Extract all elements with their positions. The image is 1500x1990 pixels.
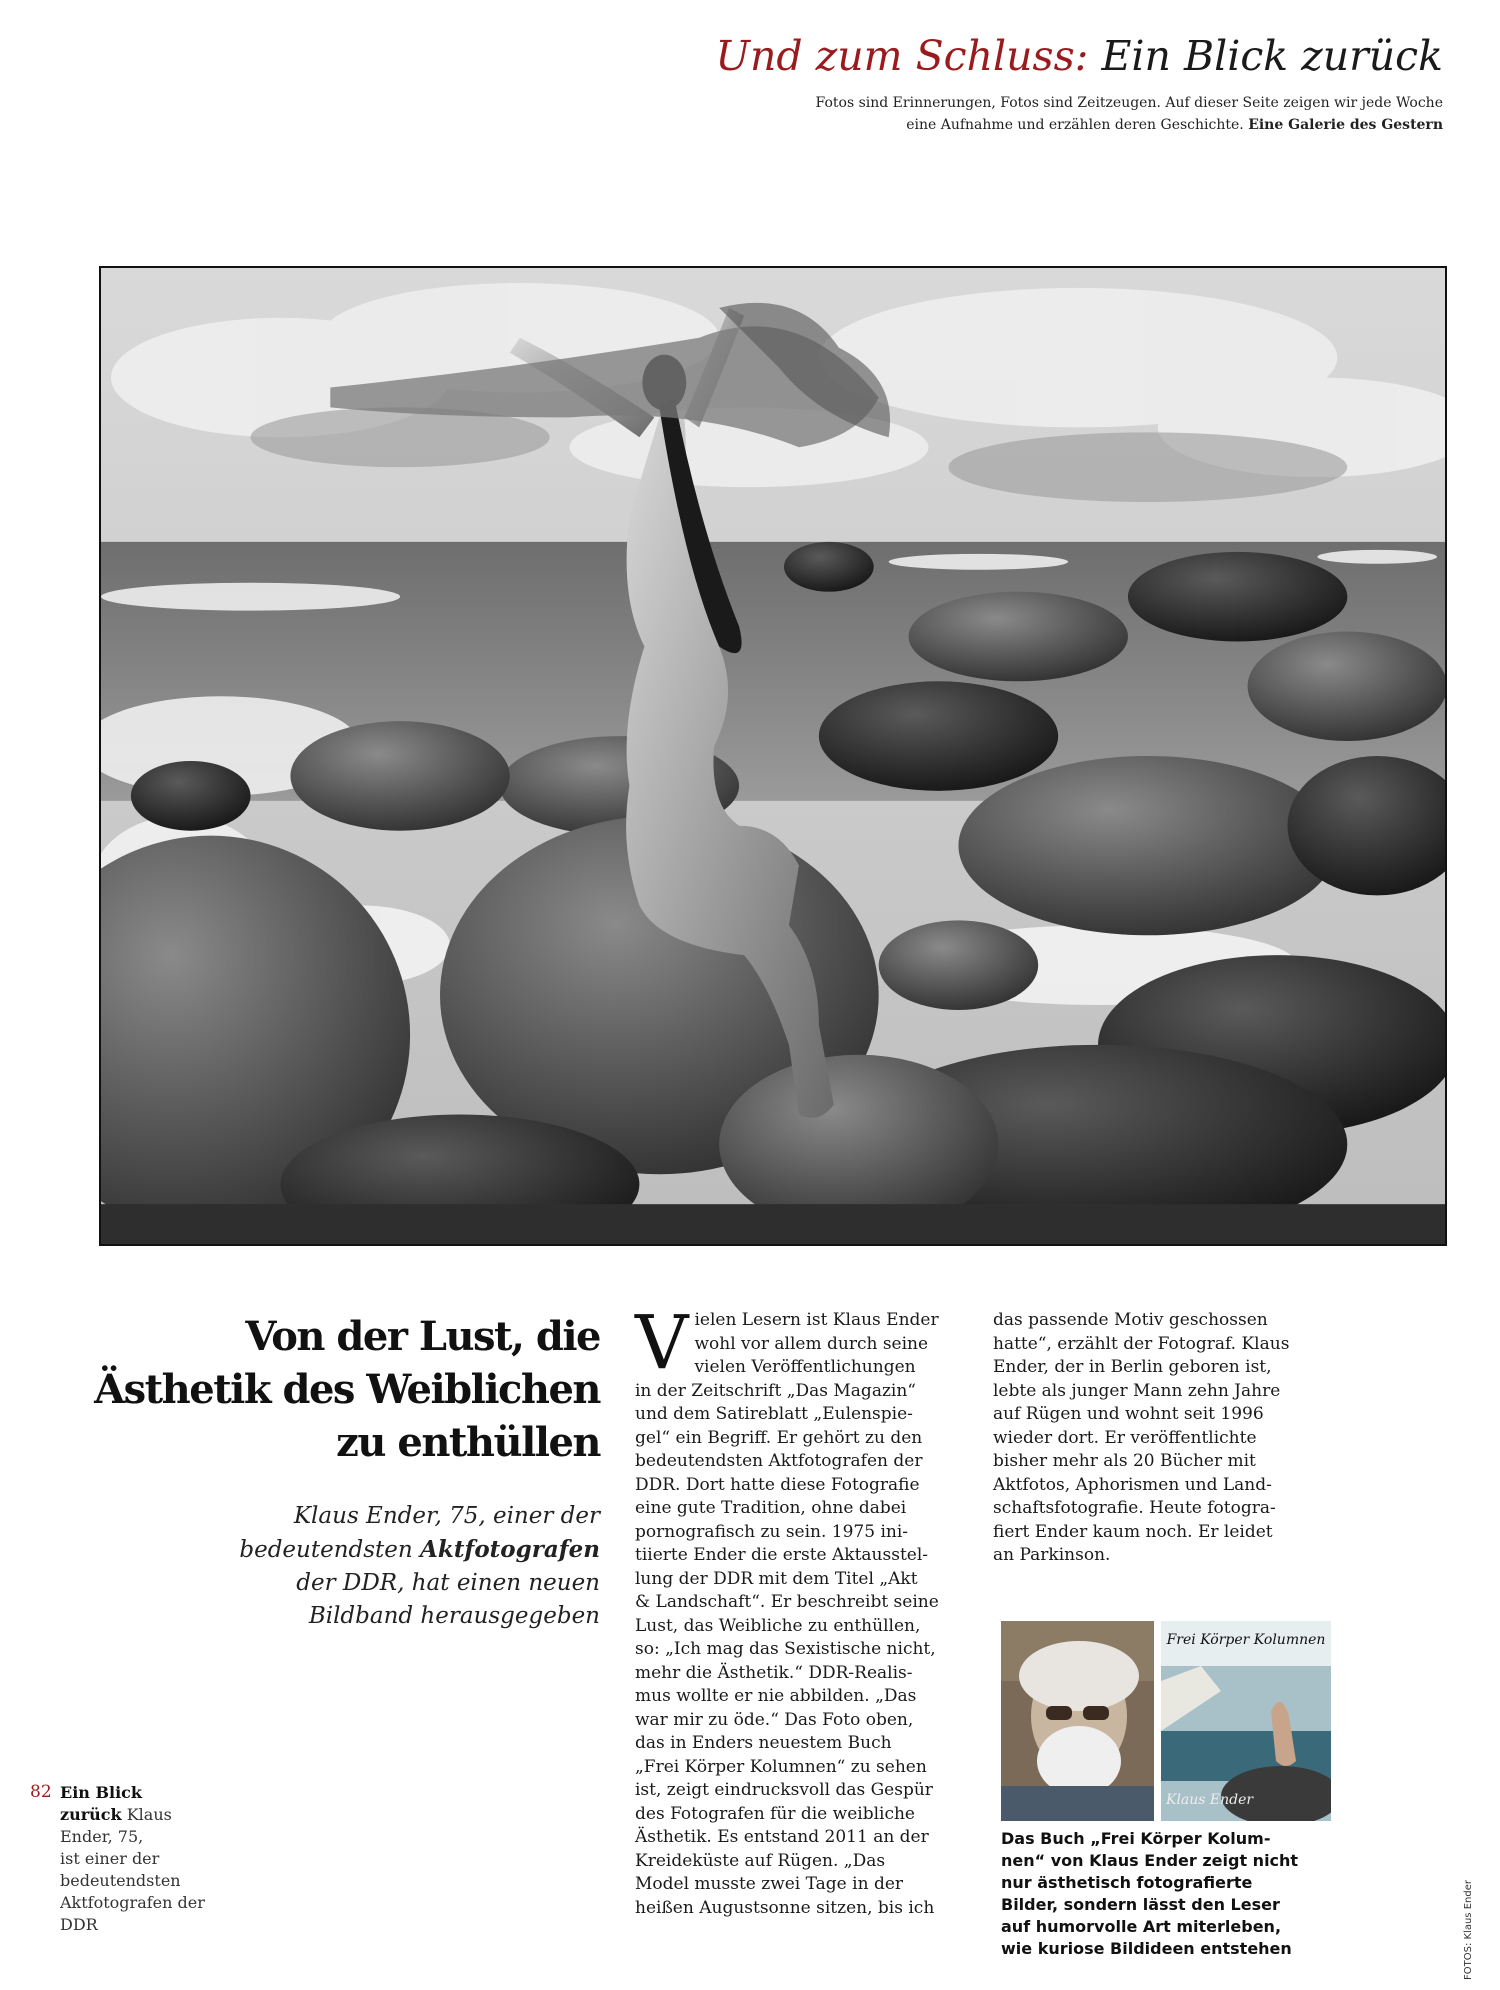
text-line: vielen Veröffentlichungen	[694, 1357, 916, 1377]
photo-caption	[1001, 1828, 1331, 1960]
headline-line-2: Ästhetik des Weiblichen	[94, 1366, 600, 1413]
main-photo	[99, 266, 1447, 1246]
drop-cap: V	[635, 1300, 689, 1386]
text-line: wohl vor allem durch seine	[694, 1333, 929, 1354]
text-line: Kreideküste auf Rügen. „Das	[635, 1850, 886, 1871]
book-cover	[1161, 1621, 1331, 1821]
text-line: auf humorvolle Art miterleben,	[1001, 1917, 1282, 1936]
text-line: wieder dort. Er veröffentlichte	[993, 1427, 1257, 1448]
text-line: bisher mehr als 20 Bücher mit	[993, 1451, 1256, 1471]
subtitle-plain: eine Aufnahme und erzählen deren Geschichte.	[906, 117, 1244, 133]
footer-note-bold-1: Ein Blick	[60, 1783, 142, 1802]
text-line: an Parkinson.	[993, 1545, 1111, 1565]
text-line: Aktfotografen der	[60, 1893, 205, 1912]
text-line: des Fotografen für die weibliche	[635, 1803, 915, 1824]
footer-note-line	[60, 1804, 240, 1826]
intro-plain: bedeutendsten	[239, 1537, 413, 1563]
text-line: Ästhetik. Es entstand 2011 an der	[635, 1827, 929, 1847]
text-line: nen“ von Klaus Ender zeigt nicht	[1001, 1851, 1299, 1870]
text-line: fiert Ender kaum noch. Er leidet	[993, 1521, 1273, 1542]
section-title	[543, 28, 1443, 84]
body-column-1-lines	[635, 1300, 975, 1920]
book-cover-title: Frei Körper Kolumnen	[1166, 1632, 1326, 1648]
text-line: tiierte Ender die erste Aktausstel-	[635, 1545, 929, 1565]
footer-note-lines	[60, 1826, 240, 1936]
section-title-red: Und zum Schluss:	[715, 32, 1089, 80]
text-line: in der Zeitschrift „Das Magazin“	[635, 1380, 916, 1401]
text-line: so: „Ich mag das Sexistische nicht,	[635, 1639, 936, 1659]
text-line: Bilder, sondern lässt den Leser	[1001, 1895, 1280, 1914]
text-line: bedeutendsten	[60, 1871, 181, 1890]
intro-line-4: Bildband herausgegeben	[308, 1603, 600, 1629]
article-intro	[120, 1500, 600, 1633]
body-column-2-lines	[993, 1309, 1313, 1568]
text-line: heißen Augustsonne sitzen, bis ich	[635, 1897, 935, 1918]
text-line: mus wollte er nie abbilden. „Das	[635, 1686, 917, 1706]
portrait-photo	[1001, 1621, 1154, 1821]
text-line: pornografisch zu sein. 1975 ini-	[635, 1521, 909, 1542]
text-line: ist einer der	[60, 1849, 160, 1868]
text-line: ielen Lesern ist Klaus Ender	[694, 1310, 939, 1330]
text-line: wie kuriose Bildideen entstehen	[1001, 1939, 1292, 1958]
subtitle-line-2	[543, 114, 1443, 136]
text-line: mehr die Ästhetik.“ DDR-Realis-	[635, 1662, 913, 1683]
page-number: 82	[30, 1782, 52, 1802]
text-line: Lust, das Weibliche zu enthüllen,	[635, 1615, 921, 1636]
text-line: gel“ ein Begriff. Er gehört zu den	[635, 1427, 923, 1448]
footer-note-bold-2: zurück	[60, 1805, 122, 1824]
text-line: Model musste zwei Tage in der	[635, 1874, 904, 1894]
article-headline	[60, 1310, 600, 1469]
subtitle-bold: Eine Galerie des Gestern	[1248, 117, 1443, 133]
text-line: war mir zu öde.“ Das Foto oben,	[635, 1709, 914, 1730]
text-line: ist, zeigt eindrucksvoll das Gespür	[635, 1780, 933, 1800]
footer-note	[60, 1782, 240, 1936]
book-cover-author: Klaus Ender	[1166, 1792, 1254, 1808]
text-line: das passende Motiv geschossen	[993, 1310, 1268, 1330]
book-cover-image	[1161, 1621, 1331, 1821]
body-column-1	[635, 1300, 975, 1920]
text-line: Ender, der in Berlin geboren ist,	[993, 1357, 1272, 1377]
footer-note-line	[60, 1782, 240, 1804]
footer-note-rest: Klaus	[126, 1805, 172, 1824]
subtitle-line-1: Fotos sind Erinnerungen, Fotos sind Zeitzeugen. Auf dieser Seite zeigen wir jede Woche	[815, 95, 1443, 111]
text-line: bedeutendsten Aktfotografen der	[635, 1451, 923, 1471]
section-title-black: Ein Blick zurück	[1101, 32, 1443, 80]
intro-bold: Aktfotografen	[420, 1536, 600, 1563]
author-portrait	[1001, 1621, 1154, 1821]
intro-line-1: Klaus Ender, 75, einer der	[293, 1503, 600, 1529]
beach-rocks-photo	[101, 268, 1445, 1244]
text-line: & Landschaft“. Er beschreibt seine	[635, 1592, 939, 1612]
body-column-2	[993, 1309, 1313, 1568]
headline-line-3: zu enthüllen	[336, 1419, 600, 1466]
text-line: auf Rügen und wohnt seit 1996	[993, 1404, 1264, 1424]
intro-line-2	[120, 1533, 600, 1567]
section-subtitle	[543, 92, 1443, 136]
intro-line-3: der DDR, hat einen neuen	[296, 1570, 600, 1596]
text-line: Aktfotos, Aphorismen und Land-	[993, 1474, 1272, 1495]
text-line: und dem Satireblatt „Eulenspie-	[635, 1404, 913, 1424]
text-line: lebte als junger Mann zehn Jahre	[993, 1380, 1281, 1401]
text-line: schaftsfotografie. Heute fotogra-	[993, 1498, 1276, 1518]
text-line: lung der DDR mit dem Titel „Akt	[635, 1568, 918, 1589]
photo-credit: FOTOS: Klaus Ender	[1463, 1880, 1474, 1980]
text-line: „Frei Körper Kolumnen“ zu sehen	[635, 1756, 927, 1777]
text-line: hatte“, erzählt der Fotograf. Klaus	[993, 1333, 1290, 1354]
text-line: DDR	[60, 1915, 98, 1934]
text-line: das in Enders neuestem Buch	[635, 1733, 892, 1753]
text-line: Ender, 75,	[60, 1827, 144, 1846]
text-line: eine gute Tradition, ohne dabei	[635, 1498, 907, 1518]
text-line: nur ästhetisch fotografierte	[1001, 1873, 1253, 1892]
headline-line-1: Von der Lust, die	[245, 1313, 600, 1360]
text-line: Das Buch „Frei Körper Kolum-	[1001, 1829, 1271, 1848]
page-header	[543, 28, 1443, 136]
text-line: DDR. Dort hatte diese Fotografie	[635, 1474, 920, 1495]
